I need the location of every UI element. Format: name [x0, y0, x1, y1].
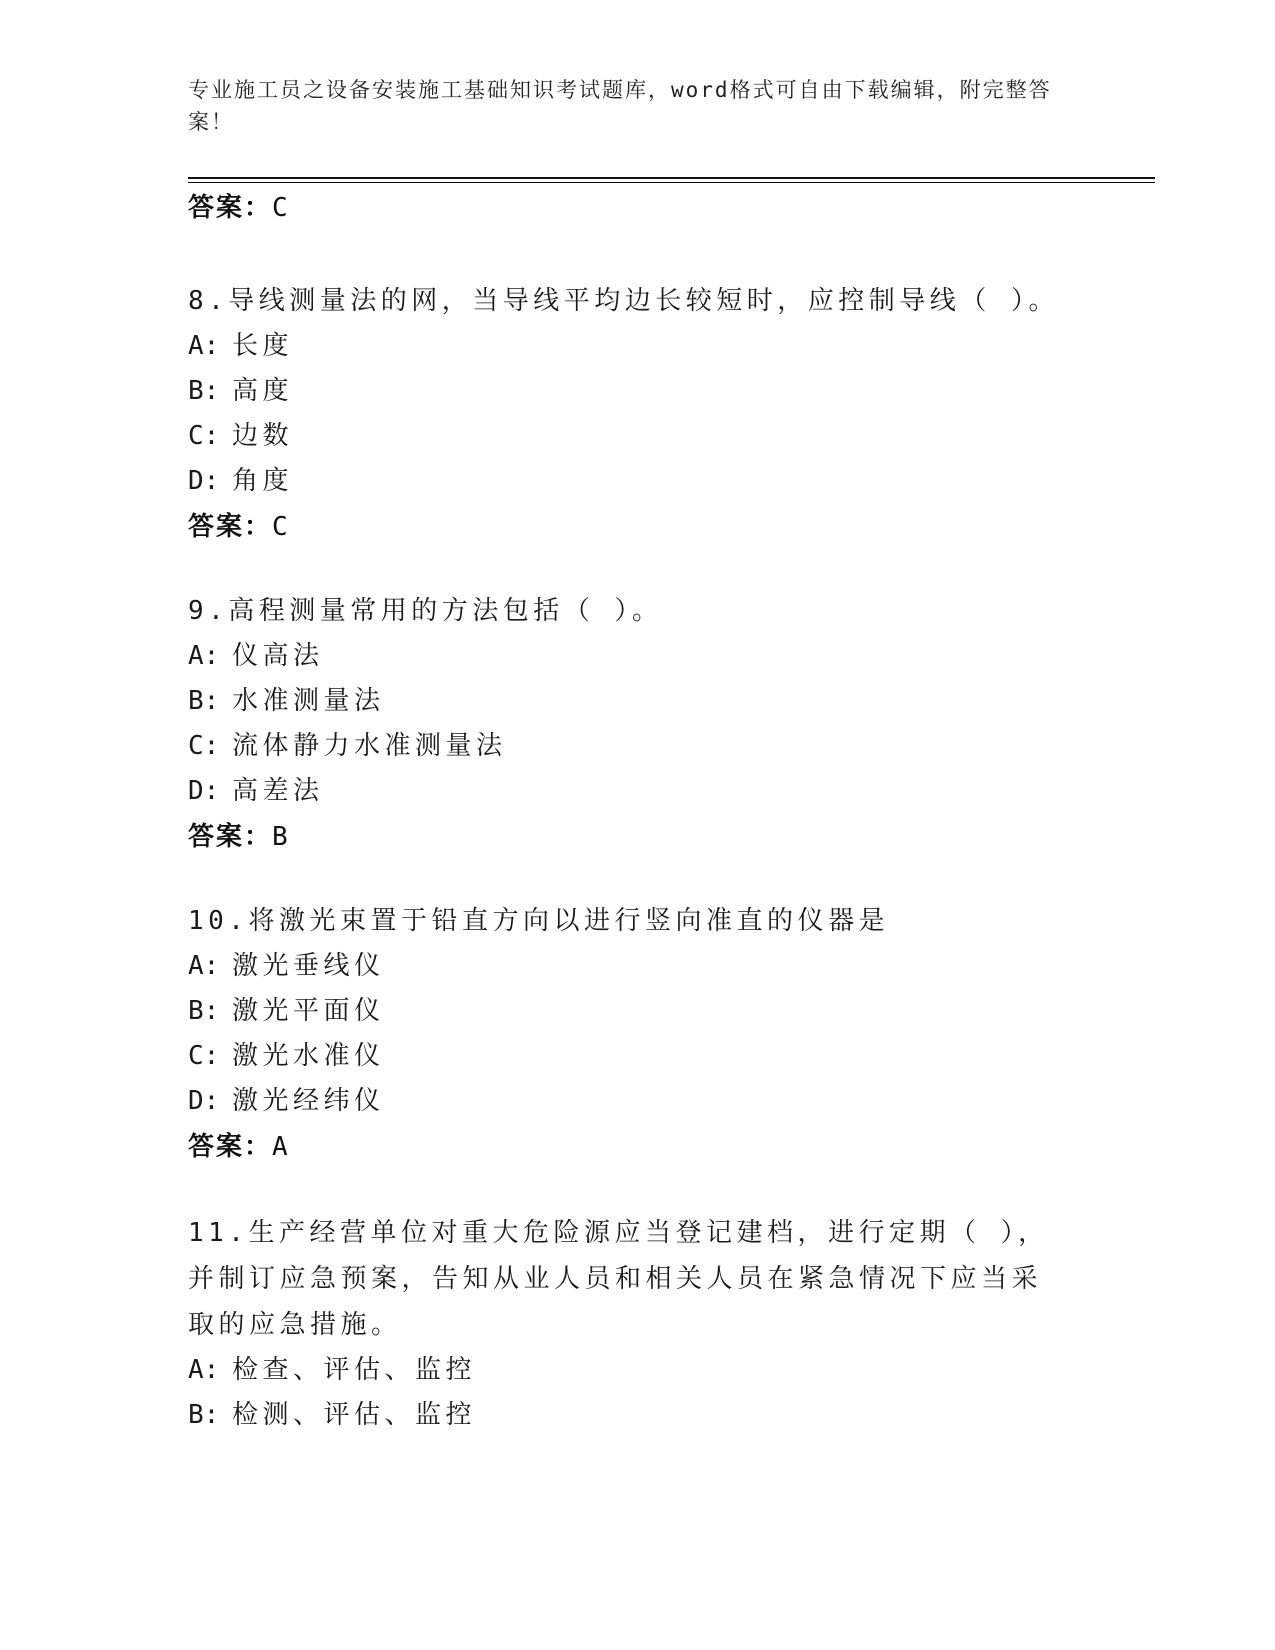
option-text: 高度	[232, 376, 294, 406]
answer-value: C	[272, 193, 291, 223]
previous-answer	[188, 191, 291, 225]
option-key: C:	[188, 421, 220, 451]
option-key: A:	[188, 1355, 220, 1385]
option-d	[188, 769, 1088, 814]
option-key: A:	[188, 331, 220, 361]
option-a	[188, 634, 1088, 679]
option-text: 高差法	[232, 776, 324, 806]
answer-label: 答案：	[188, 512, 273, 542]
option-key: B:	[188, 686, 220, 716]
answer-value: C	[272, 512, 291, 542]
option-b	[188, 989, 1088, 1034]
option-text: 长度	[232, 331, 294, 361]
header-text: 专业施工员之设备安装施工基础知识考试题库，word格式可自由下载编辑，附完整答案！	[188, 78, 1052, 134]
option-c	[188, 1034, 1088, 1079]
option-key: D:	[188, 776, 220, 806]
option-key: B:	[188, 376, 220, 406]
question-stem: 8.导线测量法的网，当导线平均边长较短时，应控制导线（ ）。	[188, 286, 1059, 316]
header-divider-thick	[188, 177, 1155, 179]
option-key: D:	[188, 466, 220, 496]
option-text: 激光垂线仪	[232, 951, 385, 981]
option-key: C:	[188, 1041, 220, 1071]
option-text: 水准测量法	[232, 686, 385, 716]
option-text: 边数	[232, 421, 294, 451]
answer-label: 答案：	[188, 193, 273, 223]
answer-value: A	[272, 1132, 291, 1162]
question-9	[188, 588, 1088, 860]
option-a	[188, 324, 1088, 369]
question-answer	[188, 814, 1088, 860]
answer-label: 答案：	[188, 1132, 273, 1162]
question-answer	[188, 1124, 1088, 1170]
option-key: B:	[188, 1400, 220, 1430]
question-stem: 10.将激光束置于铅直方向以进行竖向准直的仪器是	[188, 906, 889, 936]
option-d	[188, 459, 1088, 504]
question-10	[188, 898, 1088, 1170]
option-text: 检查、评估、监控	[232, 1355, 477, 1385]
answer-label: 答案：	[188, 822, 273, 852]
option-key: C:	[188, 731, 220, 761]
option-text: 激光平面仪	[232, 996, 385, 1026]
option-d	[188, 1079, 1088, 1124]
option-a	[188, 1348, 1058, 1393]
question-answer	[188, 504, 1088, 550]
option-c	[188, 724, 1088, 769]
document-header	[188, 74, 1068, 138]
option-key: B:	[188, 996, 220, 1026]
option-text: 激光经纬仪	[232, 1086, 385, 1116]
option-b	[188, 369, 1088, 414]
option-text: 仪高法	[232, 641, 324, 671]
option-b	[188, 1393, 1058, 1438]
answer-value: B	[272, 822, 291, 852]
header-divider-thin	[188, 182, 1155, 183]
question-stem: 11.生产经营单位对重大危险源应当登记建档，进行定期（ ），并制订应急预案，告知从业人员和相关人员在紧急情况下应当采取的应急措施。	[188, 1218, 1049, 1340]
option-text: 流体静力水准测量法	[232, 731, 507, 761]
option-a	[188, 944, 1088, 989]
question-stem: 9.高程测量常用的方法包括（ ）。	[188, 596, 663, 626]
option-key: A:	[188, 951, 220, 981]
option-c	[188, 414, 1088, 459]
question-11	[188, 1210, 1058, 1438]
option-b	[188, 679, 1088, 724]
option-text: 激光水准仪	[232, 1041, 385, 1071]
question-8	[188, 278, 1088, 550]
option-key: D:	[188, 1086, 220, 1116]
option-text: 检测、评估、监控	[232, 1400, 477, 1430]
option-text: 角度	[232, 466, 294, 496]
option-key: A:	[188, 641, 220, 671]
